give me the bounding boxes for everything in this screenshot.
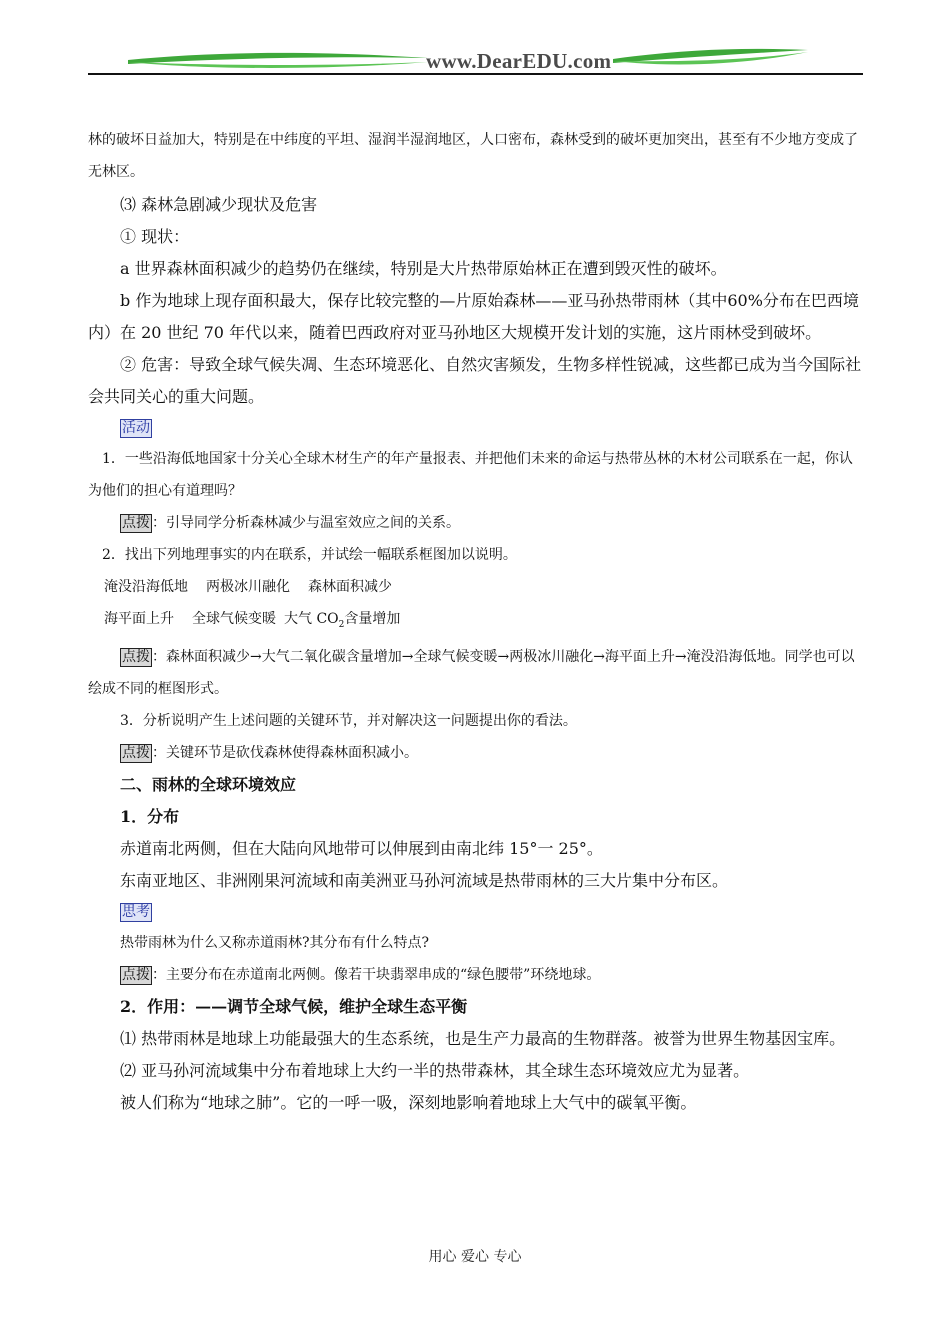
question: 3．分析说明产生上述问题的关键环节，并对解决这一问题提出你的看法。	[120, 712, 577, 729]
activity-label-line	[88, 413, 864, 443]
paragraph: ⑵ 亚马孙河流域集中分布着地球上大约一半的热带森林，其全球生态环境效应尤为显著。	[120, 1060, 750, 1080]
facts-row	[88, 603, 864, 641]
hint-tag: 点拨	[122, 966, 150, 983]
paragraph: 赤道南北两侧，但在大陆向风地带可以伸展到由南北纬 15°一 25°。	[120, 838, 603, 858]
paragraph: ⑴ 热带雨林是地球上功能最强大的生态系统，也是生产力最高的生物群落。被誉为世界生物基因宝库。	[120, 1028, 846, 1048]
site-logo-text[interactable]: www.DearEDU.com	[426, 49, 612, 73]
section-heading: 二、雨林的全球环境效应	[120, 774, 297, 794]
fact-item: 含量增加	[344, 611, 401, 627]
fact-item: 两极冰川融化	[206, 579, 290, 595]
paragraph: b 作为地球上现存面积最大，保存比较完整的—片原始森林——亚马孙热带雨林（其中60%分布在巴西境内）在 20 世纪 70 年代以来，随着巴西政府对亚马孙地区大规模开发计划的实施，这片雨林受到破坏。	[88, 291, 859, 342]
paragraph: 东南亚地区、非洲刚果河流域和南美洲亚马孙河流域是热带雨林的三大片集中分布区。	[120, 870, 729, 890]
subscript: 2	[338, 619, 345, 630]
fact-item: 淹没沿海低地	[104, 579, 188, 595]
paragraph: ① 现状：	[120, 227, 190, 246]
hint-tag: 点拨	[122, 744, 150, 761]
hint-text: ：引导同学分析森林减少与温室效应之间的关系。	[152, 515, 460, 531]
hint-text: ：关键环节是砍伐森林使得森林面积减小。	[152, 744, 418, 761]
facts-row	[88, 571, 864, 603]
paragraph: 被人们称为“地球之肺”。它的一呼一吸，深刻地影响着地球上大气中的碳氧平衡。	[120, 1092, 697, 1112]
paragraph: ② 危害：导致全球气候失凋、生态环境恶化、自然灾害频发，生物多样性锐减，这些都已成为当今国际社会共同关心的重大问题。	[88, 355, 862, 406]
page-footer: 用心 爱心 专心	[428, 1249, 522, 1265]
activity-tag: 活动	[122, 420, 150, 436]
paragraph: 林的破坏日益加大，特别是在中纬度的平坦、湿润半湿润地区，人口密布，森林受到的破坏更加突出，甚至有不少地方变成了无林区。	[88, 132, 858, 180]
question: 1．一些沿海低地国家十分关心全球木材生产的年产量报表、并把他们未来的命运与热带丛林的木材公司联系在一起，你认为他们的担心有道理吗？	[88, 451, 853, 499]
think-tag: 思考	[122, 903, 150, 920]
question: 2．找出下列地理事实的内在联系，并试绘一幅联系框图加以说明。	[102, 547, 517, 563]
page-header	[88, 44, 863, 78]
fact-item: 海平面上升	[104, 611, 174, 627]
hint-line	[88, 959, 864, 991]
fact-item: 全球气候变暖	[192, 611, 276, 627]
paragraph: a 世界森林面积减少的趋势仍在继续，特别是大片热带原始林正在遭到毁灭性的破坏。	[120, 259, 727, 278]
fact-item: 大气 CO	[284, 611, 339, 627]
fact-item: 森林面积减少	[308, 579, 392, 595]
question: 热带雨林为什么又称赤道雨林?其分布有什么特点?	[120, 934, 430, 951]
hint-line	[88, 641, 864, 705]
hint-line	[88, 737, 864, 769]
header-rule	[88, 73, 863, 75]
hint-text: ：主要分布在赤道南北两侧。像若干块翡翠串成的“绿色腰带”环绕地球。	[152, 966, 601, 983]
hint-line	[88, 507, 864, 539]
subsection-heading: 2．作用：——调节全球气候，维护全球生态平衡	[120, 996, 468, 1016]
paragraph: ⑶ 森林急剧减少现状及危害	[120, 195, 318, 214]
subsection-heading: 1．分布	[120, 806, 180, 826]
hint-tag: 点拨	[122, 515, 150, 531]
hint-text: ：森林面积减少→大气二氧化碳含量增加→全球气候变暖→两极冰川融化→海平面上升→淹没沿海低地。同学也可以绘成不同的框图形式。	[88, 648, 855, 697]
think-label-line	[88, 897, 864, 927]
document-body	[88, 124, 864, 1119]
hint-tag: 点拨	[122, 648, 150, 665]
